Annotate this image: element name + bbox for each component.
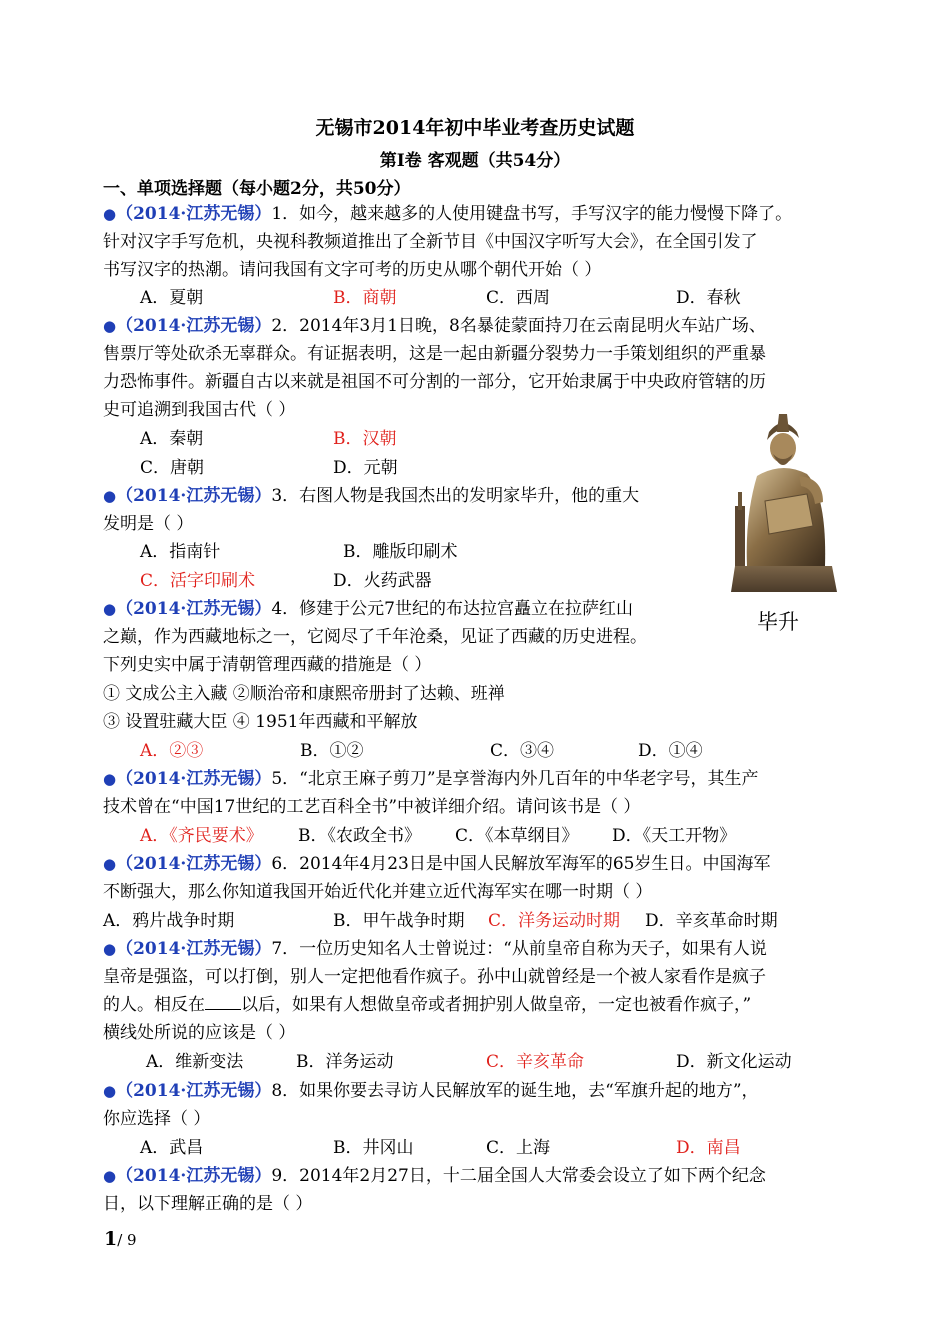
bullet-icon: ● (103, 1167, 117, 1185)
question-5-line-2: 技术曾在“中国17世纪的工艺百科全书”中被详细介绍。请问该书是（ ） (103, 797, 641, 817)
question-source-tag: （2014·江苏无锡） (116, 204, 272, 224)
bullet-icon: ● (103, 600, 117, 618)
bullet-icon: ● (103, 1082, 117, 1100)
question-2-line-2: 售票厅等处砍杀无辜群众。有证据表明，这是一起由新疆分裂势力一手策划组织的严重暴 (103, 344, 766, 364)
question-4-line-2: 之巅，作为西藏地标之一，它阅尽了千年沧桑，见证了西藏的历史进程。 (103, 627, 647, 647)
question-1-line-1: ●（2014·江苏无锡）1．如今，越来越多的人使用键盘书写，手写汉字的能力慢慢下降了。 (103, 204, 793, 224)
q2-option-a: A．秦朝 (140, 429, 204, 449)
q6-option-b: B．甲午战争时期 (333, 911, 465, 931)
q3-option-c-answer: C．活字印刷术 (140, 571, 256, 591)
question-source-tag: （2014·江苏无锡） (116, 316, 272, 336)
q4-option-d: D．①④ (638, 741, 703, 761)
bullet-icon: ● (103, 770, 117, 788)
question-source-tag: （2014·江苏无锡） (116, 854, 272, 874)
q1-option-c: C．西周 (486, 288, 551, 308)
q1-option-a: A．夏朝 (140, 288, 204, 308)
fill-in-blank (205, 994, 241, 1010)
section-heading: 一、单项选择题（每小题2分，共50分） (103, 179, 411, 199)
q8-option-d-answer: D．南昌 (676, 1138, 741, 1158)
q3-option-d: D．火药武器 (333, 571, 432, 591)
question-1-line-2: 针对汉字手写危机，央视科教频道推出了全新节目《中国汉字听写大会》，在全国引发了 (103, 232, 758, 252)
question-4-line-1: ●（2014·江苏无锡）4．修建于公元7世纪的布达拉宫矗立在拉萨红山 (103, 599, 633, 619)
question-2-line-3: 力恐怖事件。新疆自古以来就是祖国不可分割的一部分，它开始隶属于中央政府管辖的历 (103, 372, 766, 392)
question-7-line-2: 皇帝是强盗，可以打倒，别人一定把他看作疯子。孙中山就曾经是一个被人家看作是疯子 (103, 967, 766, 987)
q3-option-a: A．指南针 (140, 542, 221, 562)
question-2-line-4: 史可追溯到我国古代（ ） (103, 400, 296, 420)
page-title: 无锡市2014年初中毕业考查历史试题 (315, 117, 635, 139)
q6-option-d: D．辛亥革命时期 (645, 911, 778, 931)
q7-option-d: D．新文化运动 (676, 1052, 792, 1072)
question-9-line-1: ●（2014·江苏无锡）9．2014年2月27日，十二届全国人大常委会设立了如下两个纪念 (103, 1166, 766, 1186)
q5-option-c: C．《本草纲目》 (455, 826, 579, 846)
question-6-line-1: ●（2014·江苏无锡）6．2014年4月23日是中国人民解放军海军的65岁生日。中国海军 (103, 854, 771, 874)
question-7-line-4: 横线处所说的应该是（ ） (103, 1023, 296, 1043)
figure-caption: 毕升 (757, 610, 799, 634)
page-subtitle: 第Ⅰ卷 客观题（共54分） (379, 151, 571, 171)
question-7-line-3: 的人。相反在 以后，如果有人想做皇帝或者拥护别人做皇帝，一定也被看作疯子，” (103, 995, 752, 1015)
question-8-line-1: ●（2014·江苏无锡）8．如果你要去寻访人民解放军的诞生地，去“军旗升起的地方”， (103, 1081, 759, 1101)
q4-option-c: C．③④ (490, 741, 555, 761)
bullet-icon: ● (103, 855, 117, 873)
question-source-tag: （2014·江苏无锡） (116, 599, 272, 619)
question-4-line-4: ① 文成公主入藏 ②顺治帝和康熙帝册封了达赖、班禅 (103, 684, 505, 704)
q5-option-b: B．《农政全书》 (298, 826, 421, 846)
bullet-icon: ● (103, 205, 117, 223)
question-source-tag: （2014·江苏无锡） (116, 1166, 272, 1186)
page-number: 1/ 9 (104, 1228, 137, 1250)
q7-option-b: B．洋务运动 (296, 1052, 394, 1072)
question-source-tag: （2014·江苏无锡） (116, 939, 272, 959)
question-1-line-3: 书写汉字的热潮。请问我国有文字可考的历史从哪个朝代开始（ ） (103, 260, 602, 280)
q8-option-c: C．上海 (486, 1138, 551, 1158)
question-3-line-2: 发明是（ ） (103, 514, 194, 534)
question-2-line-1: ●（2014·江苏无锡）2．2014年3月1日晚，8名暴徒蒙面持刀在云南昆明火车站广场、 (103, 316, 766, 336)
q4-option-b: B．①② (300, 741, 364, 761)
q6-option-a: A．鸦片战争时期 (103, 911, 235, 931)
question-8-line-2: 你应选择（ ） (103, 1109, 211, 1129)
q7-option-c-answer: C．辛亥革命 (486, 1052, 585, 1072)
bullet-icon: ● (103, 940, 117, 958)
question-source-tag: （2014·江苏无锡） (116, 486, 272, 506)
bi-sheng-statue-image (727, 406, 840, 596)
question-source-tag: （2014·江苏无锡） (116, 769, 272, 789)
q2-option-c: C．唐朝 (140, 458, 205, 478)
q7-option-a: A．维新变法 (146, 1052, 244, 1072)
q1-option-d: D．春秋 (676, 288, 741, 308)
bullet-icon: ● (103, 317, 117, 335)
q2-option-d: D．元朝 (333, 458, 398, 478)
question-6-line-2: 不断强大，那么你知道我国开始近代化并建立近代海军实在哪一时期（ ） (103, 882, 653, 902)
q5-option-a-answer: A．《齐民要术》 (140, 826, 263, 846)
q8-option-a: A．武昌 (140, 1138, 204, 1158)
question-7-line-1: ●（2014·江苏无锡）7．一位历史知名人士曾说过：“从前皇帝自称为天子，如果有人说 (103, 939, 767, 959)
question-3-line-1: ●（2014·江苏无锡）3．右图人物是我国杰出的发明家毕升，他的重大 (103, 486, 640, 506)
q3-option-b: B．雕版印刷术 (343, 542, 458, 562)
question-source-tag: （2014·江苏无锡） (116, 1081, 272, 1101)
bullet-icon: ● (103, 487, 117, 505)
q1-option-b-answer: B．商朝 (333, 288, 397, 308)
question-4-line-5: ③ 设置驻藏大臣 ④ 1951年西藏和平解放 (103, 712, 418, 732)
q8-option-b: B．井冈山 (333, 1138, 414, 1158)
q2-option-b-answer: B．汉朝 (333, 429, 397, 449)
q4-option-a-answer: A．②③ (140, 741, 204, 761)
q5-option-d: D．《天工开物》 (612, 826, 737, 846)
question-9-line-2: 日，以下理解正确的是（ ） (103, 1194, 313, 1214)
question-5-line-1: ●（2014·江苏无锡）5．“北京王麻子剪刀”是享誉海内外几百年的中华老字号，其生产 (103, 769, 759, 789)
q6-option-c-answer: C．洋务运动时期 (488, 911, 621, 931)
question-4-line-3: 下列史实中属于清朝管理西藏的措施是（ ） (103, 655, 432, 675)
